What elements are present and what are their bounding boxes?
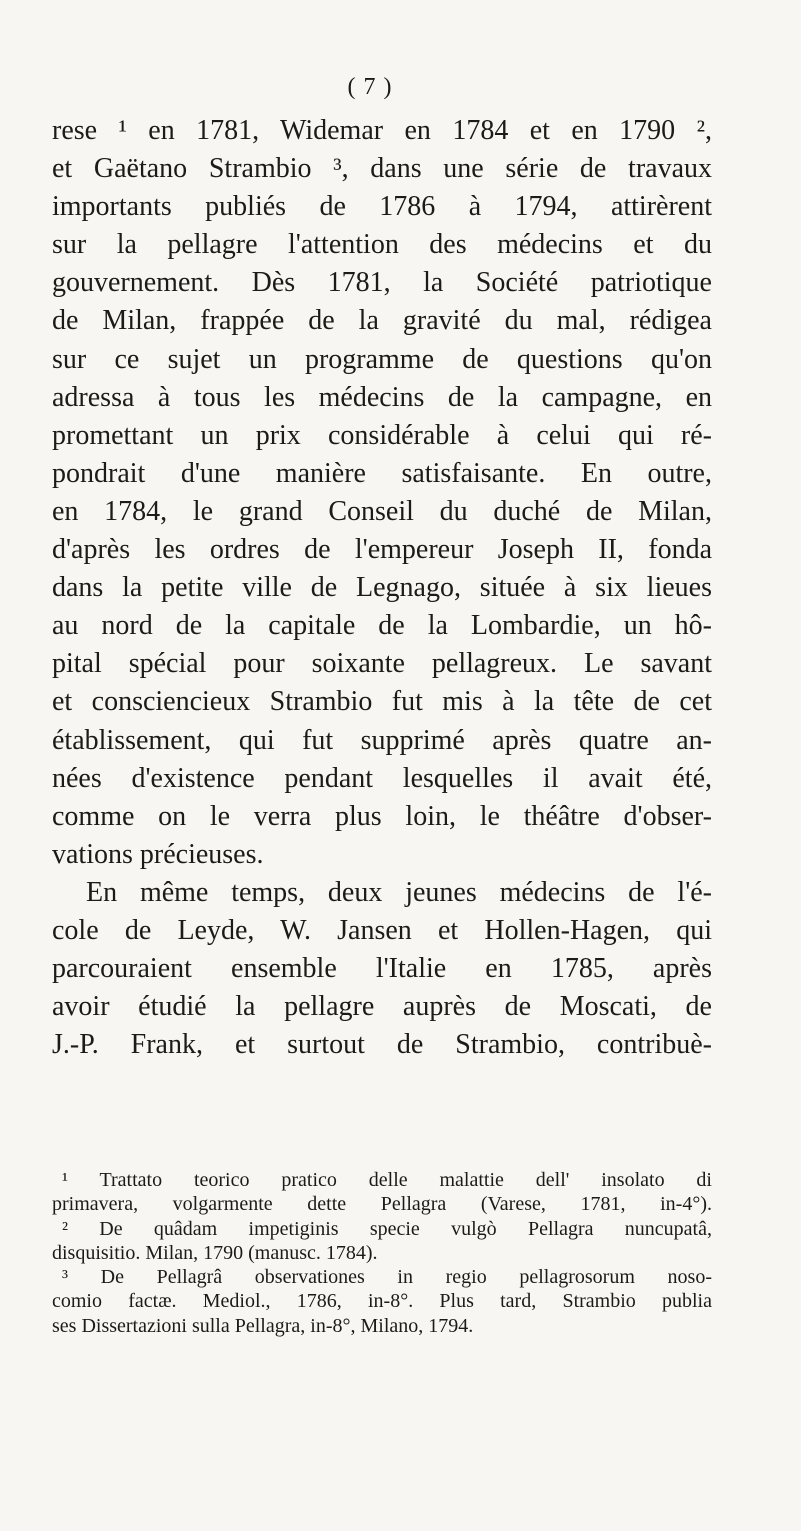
text-line: pital spécial pour soixante pellagreux. Le savant <box>52 648 712 680</box>
text-line: et consciencieux Strambio fut mis à la tête de cet <box>52 686 712 718</box>
footnote-line: ² De quâdam impetiginis specie vulgò Pellagra nuncupatâ, <box>62 1217 712 1240</box>
text-line: gouvernement. Dès 1781, la Société patriotique <box>52 267 712 299</box>
text-line: importants publiés de 1786 à 1794, attirèrent <box>52 191 712 223</box>
text-line: d'après les ordres de l'empereur Joseph II, fonda <box>52 534 712 566</box>
body-text <box>52 112 712 1064</box>
text-line: sur la pellagre l'attention des médecins et du <box>52 229 712 261</box>
page-number: ( 7 ) <box>347 74 393 100</box>
text-line: au nord de la capitale de la Lombardie, un hô- <box>52 610 712 642</box>
text-line: parcouraient ensemble l'Italie en 1785, après <box>52 953 712 985</box>
text-line: pondrait d'une manière satisfaisante. En outre, <box>52 457 712 489</box>
text-line: En même temps, deux jeunes médecins de l'é- <box>86 876 712 908</box>
text-line: vations précieuses. <box>52 838 264 870</box>
text-line: avoir étudié la pellagre auprès de Moscati, de <box>52 991 712 1023</box>
text-line: établissement, qui fut supprimé après quatre an- <box>52 724 712 756</box>
footnote-line: comio factæ. Mediol., 1786, in-8°. Plus tard, Strambio publia <box>52 1290 712 1313</box>
text-line: adressa à tous les médecins de la campagne, en <box>52 381 712 413</box>
text-line: promettant un prix considérable à celui qui ré- <box>52 419 712 451</box>
footnote-line: primavera, volgarmente dette Pellagra (Varese, 1781, in-4°). <box>52 1193 712 1216</box>
footnote-line: ³ De Pellagrâ observationes in regio pellagrosorum noso- <box>62 1266 712 1289</box>
footnote-line: ¹ Trattato teorico pratico delle malattie dell' insolato di <box>62 1169 712 1191</box>
text-line: dans la petite ville de Legnago, située à six lieues <box>52 572 712 604</box>
text-line: et Gaëtano Strambio ³, dans une série de travaux <box>52 153 712 185</box>
text-line: nées d'existence pendant lesquelles il avait été, <box>52 762 712 794</box>
footnotes <box>52 1168 712 1338</box>
footnote-line: ses Dissertazioni sulla Pellagra, in-8°, Milano, 1794. <box>52 1314 474 1337</box>
footnote-line: disquisitio. Milan, 1790 (manusc. 1784). <box>52 1241 378 1264</box>
text-line: rese ¹ en 1781, Widemar en 1784 et en 1790 ², <box>52 115 712 146</box>
text-line: comme on le verra plus loin, le théâtre d'obser- <box>52 800 712 832</box>
text-line: en 1784, le grand Conseil du duché de Milan, <box>52 495 712 527</box>
text-line: J.-P. Frank, et surtout de Strambio, contribuè- <box>52 1029 712 1061</box>
text-line: cole de Leyde, W. Jansen et Hollen-Hagen, qui <box>52 914 712 946</box>
text-line: de Milan, frappée de la gravité du mal, rédigea <box>52 305 712 337</box>
text-line: sur ce sujet un programme de questions qu'on <box>52 343 712 375</box>
